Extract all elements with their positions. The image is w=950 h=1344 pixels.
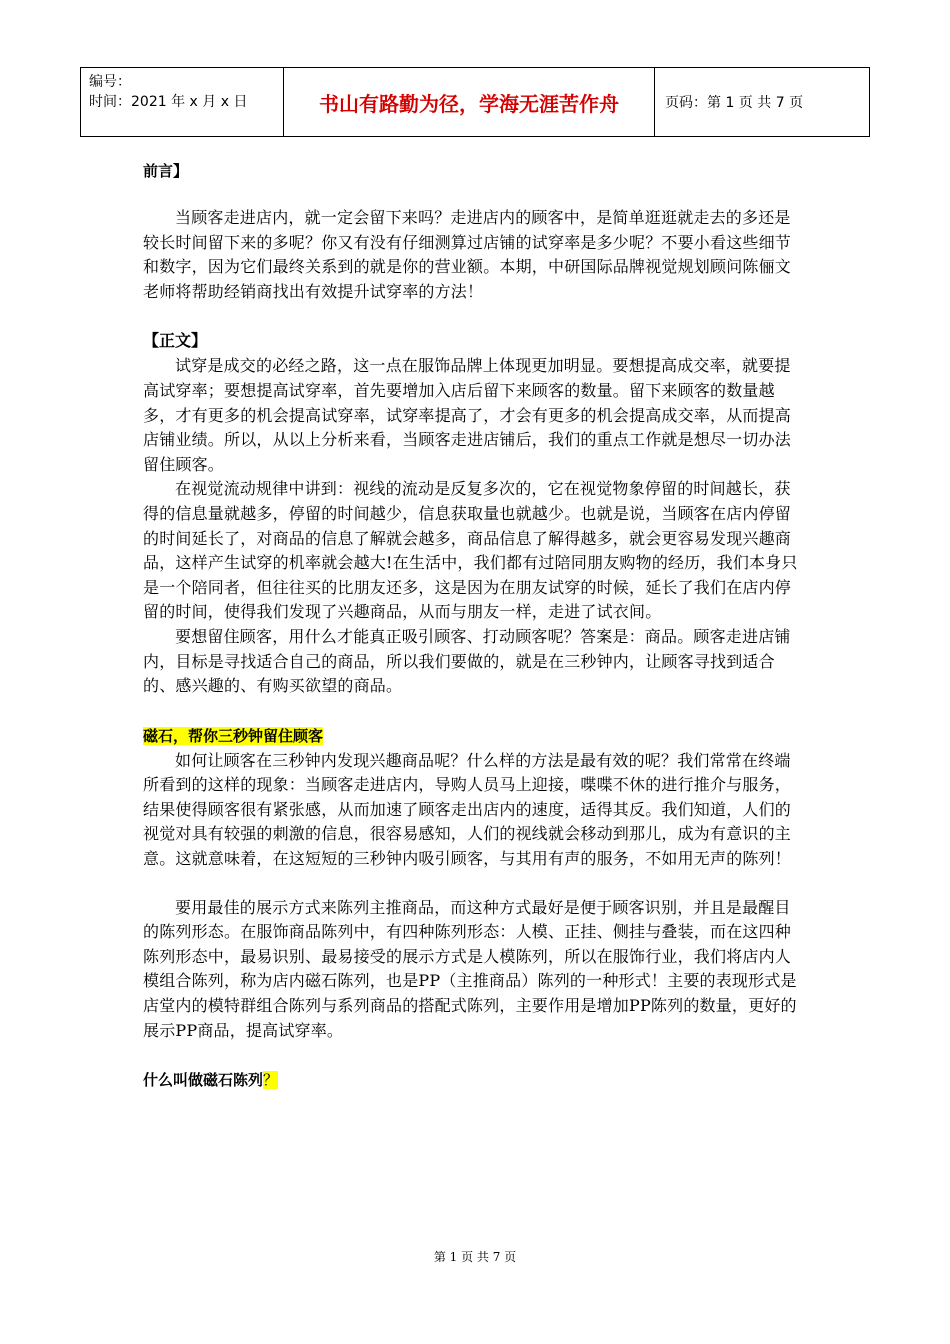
document-body: [143, 158, 805, 1093]
magnet-section-heading: [143, 723, 805, 749]
question-heading-text: 什么叫做磁石陈列: [143, 1071, 264, 1090]
document-date-label: 时间：2021 年 x 月 x 日: [89, 94, 248, 110]
magnet-section-heading-text: 磁石，帮你三秒钟留住顾客: [143, 726, 324, 745]
body-paragraph: 在视觉流动规律中讲到：视线的流动是反复多次的，它在视觉物象停留的时间越长，获得的信息量就越多，停留的时间越少，信息获取量也就越少。也就是说，当顾客在店内停留的时间延长了，对商品的信息了解就会越多，商品信息了解得越多，就会更容易发现兴趣商品，这样产生试穿的机率就会越大!在生活中，我们都有过陪同朋友购物的经历，我们本身只是一个陪同者，但往往买的比朋友还多，这是因为在朋友试穿的时候，延长了我们在店内停留的时间，使得我们发现了兴趣商品，从而与朋友一样，走进了试衣间。: [143, 479, 798, 622]
header-table: [80, 67, 870, 137]
body-paragraph: 要想留住顾客，用什么才能真正吸引顾客、打动顾客呢？答案是：商品。顾客走进店铺内，目标是寻找适合自己的商品，所以我们要做的，就是在三秒钟内，让顾客寻找到适合的、感兴趣的、有购买欲望的商品。: [143, 626, 791, 696]
document-number-label: 编号：: [89, 74, 131, 90]
magnet-paragraph: 要用最佳的展示方式来陈列主推商品，而这种方式最好是便于顾客识别，并且是最醒目的陈列形态。在服饰商品陈列中，有四种陈列形态：人模、正挂、侧挂与叠装，而在这四种陈列形态中，最易识别、最易接受的展示方式是人模陈列，所以在服饰行业，我们将店内人模组合陈列，称为店内磁石陈列，也是PP（主推商品）陈列的一种形式！主要的表现形式是店堂内的模特群组合陈列与系列商品的搭配式陈列，主要作用是增加PP陈列的数量，更好的展示PP商品，提高试穿率。: [143, 897, 797, 1040]
header-motto: 书山有路勤为径，学海无涯苦作舟: [284, 68, 655, 136]
preface-heading: 前言】: [143, 162, 189, 180]
preface-paragraph: 当顾客走进店内，就一定会留下来吗？走进店内的顾客中，是简单逛逛就走去的多还是较长时间留下来的多呢？你又有没有仔细测算过店铺的试穿率是多少呢？不要小看这些细节和数字，因为它们最终关系到的就是你的营业额。本期，中研国际品牌视觉规划顾问陈俪文老师将帮助经销商找出有效提升试穿率的方法！: [143, 208, 792, 301]
page-footer: 第 1 页 共 7 页: [433, 1250, 517, 1264]
question-section-heading: [143, 1067, 805, 1093]
header-meta-cell: [81, 68, 284, 136]
body-heading: 【正文】: [143, 331, 208, 351]
body-paragraph: 试穿是成交的必经之路，这一点在服饰品牌上体现更加明显。要想提高成交率，就要提高试穿率；要想提高试穿率，首先要增加入店后留下来顾客的数量。留下来顾客的数量越多，才有更多的机会提高试穿率，试穿率提高了，才会有更多的机会提高成交率，从而提高店铺业绩。所以，从以上分析来看，当顾客走进店铺后，我们的重点工作就是想尽一切办法留住顾客。: [143, 356, 792, 474]
header-page-info: 页码：第 1 页 共 7 页: [665, 95, 804, 111]
magnet-paragraph: 如何让顾客在三秒钟内发现兴趣商品呢？什么样的方法是最有效的呢？我们常常在终端所看到的这样的现象：当顾客走进店内，导购人员马上迎接，喋喋不休的进行推介与服务，结果使得顾客很有紧张感，从而加速了顾客走出店内的速度，适得其反。我们知道，人们的视觉对具有较强的刺激的信息，很容易感知，人们的视线就会移动到那儿，成为有意识的主意。这就意味着，在这短短的三秒钟内吸引顾客，与其用有声的服务，不如用无声的陈列！: [143, 750, 792, 869]
question-mark: ？: [263, 1071, 279, 1090]
